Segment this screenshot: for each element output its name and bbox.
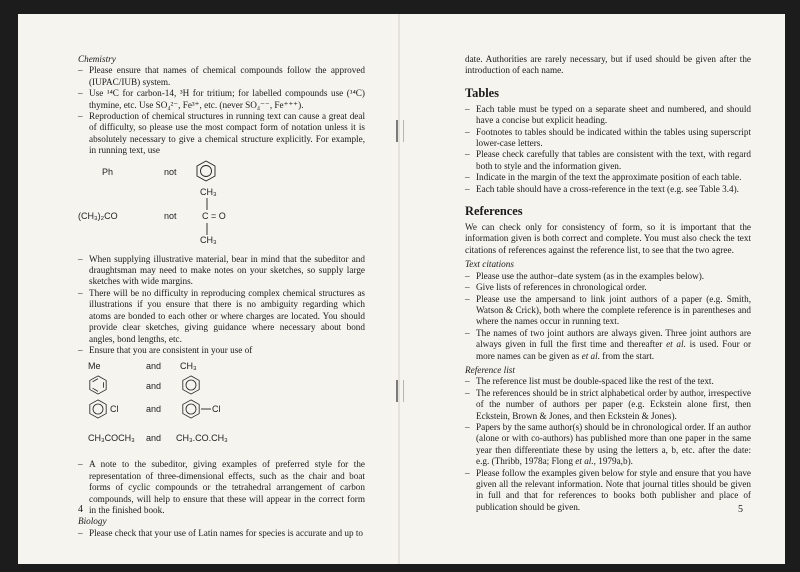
page-number: 4 — [78, 504, 83, 515]
text: The names of two joint authors are always given. Three joint authors are always given in full the first time and thereafter — [476, 327, 751, 350]
bond-line-bottom — [204, 223, 210, 235]
list-item: – Give lists of references in chronological order. — [465, 282, 751, 293]
page-number: 5 — [738, 504, 743, 515]
list-item: – The references should be in strict alphabetical order by author, irrespective of the number of authors per paper (e.g. Eckstein alone first, then Eckstein, Brown & Jones, and then Eckstein & Jones). — [465, 388, 751, 422]
bond-line — [201, 407, 211, 411]
left-column — [78, 54, 365, 539]
references-intro: We can check only for consistency of form, so it is important that the information given is both correct and complete. You must also check the text citations of references against the reference list, to see that the two agree. — [465, 222, 751, 255]
benzene-ring-icon — [181, 399, 201, 419]
et-al: et al. — [575, 456, 594, 467]
book-spread — [18, 14, 785, 564]
list-item: – Each table should have a cross-reference in the text (e.g. see Table 3.4). — [465, 184, 751, 195]
and-label: and — [146, 361, 162, 372]
acetone-formula: (CH₃)₂CO — [78, 210, 118, 221]
methyl-bottom: CH₃ — [200, 234, 217, 245]
tables-heading: Tables — [465, 85, 499, 100]
list-item: – Indicate in the margin of the text the approximate position of each table. — [465, 172, 751, 183]
benzene-ring-icon — [181, 375, 201, 395]
list-item-same-author — [465, 422, 751, 468]
methyl-top: CH₃ — [200, 186, 217, 197]
left-page — [18, 14, 399, 564]
list-item: – Please follow the examples given below for style and ensure that you have given all the relevant information. Note that journal titles should be given in full and that for references to books both publisher and place of publication should be given. — [465, 468, 751, 514]
not-label: not — [164, 210, 177, 221]
chemistry-example-phenyl-acetone — [78, 159, 365, 251]
tables-list — [465, 104, 751, 195]
methyl-abbrev: Me — [88, 361, 101, 372]
list-item: – Please ensure that names of chemical compounds follow the approved (IUPAC/IUB) system. — [78, 65, 365, 88]
text-citations-list — [465, 271, 751, 362]
chemistry-list-2 — [78, 254, 365, 357]
list-item: – When supplying illustrative material, bear in mind that the subeditor and draughtsman may need to make notes on your sketches, so supply large sketches with wide margins. — [78, 254, 365, 288]
list-item: – Please check that your use of Latin names for species is accurate and up to — [78, 528, 365, 539]
phenyl-abbrev: Ph — [102, 166, 114, 177]
not-label: not — [164, 166, 177, 177]
benzene-kekule-icon — [88, 375, 108, 395]
benzene-ring-icon — [88, 399, 108, 419]
list-item: – The reference list must be double-spaced like the rest of the text. — [465, 376, 751, 387]
right-page — [399, 14, 785, 564]
text: , 1979a,b). — [593, 456, 633, 467]
bond-line-top — [204, 198, 210, 210]
methyl-formula: CH₃ — [180, 361, 197, 372]
list-item: – Ensure that you are consistent in your use of — [78, 345, 365, 356]
et-al: et al. — [666, 339, 686, 350]
list-item: – Please use the author–date system (as in the examples below). — [465, 271, 751, 282]
benzene-ring-icon — [195, 160, 217, 182]
list-item: – There will be no difficulty in reproducing complex chemical structures as illustrations if you ensure that there is no ambiguity regarding which atoms are bonded to each other or where charges are located. You should provide clear sketches, giving guidance where necessary about bond angles, bond lengths, etc. — [78, 288, 365, 345]
reference-list — [465, 376, 751, 513]
chemistry-example-notation — [78, 359, 365, 455]
ketone-formula-a: CH₃COCH₃ — [88, 433, 135, 444]
and-label: and — [146, 381, 162, 392]
text: Papers by the same author(s) should be in chronological order. If an author (alone or with co-authors) has published more than one paper in the same year then differentiate these by using the letters a, b, etc. after the date: e.g. (Thribb, 1978a; Flong — [476, 421, 751, 467]
text-citations-heading: Text citations — [465, 259, 514, 270]
text: from the start. — [600, 350, 655, 361]
list-item: – Each table must be typed on a separate sheet and numbered, and should have a concise but explicit heading. — [465, 104, 751, 127]
et-al: et al. — [581, 350, 600, 361]
list-item: – Use ¹⁴C for carbon-14, ³H for tritium; for labelled compounds use (¹⁴C) thymine, etc. Use SO₄²⁻, Fe³⁺, etc. (never SO₄⁻⁻, Fe⁺⁺⁺). — [78, 88, 365, 111]
continued-text: date. Authorities are rarely necessary, but if used should be given after the introduction of each name. — [465, 54, 751, 76]
list-item: – Footnotes to tables should be indicated within the tables using superscript lower-case letters. — [465, 127, 751, 150]
right-column — [465, 54, 751, 513]
chloro-label: Cl — [212, 404, 221, 415]
chemistry-list-3 — [78, 459, 365, 516]
list-item-joint-authors — [465, 328, 751, 362]
biology-heading: Biology — [78, 516, 107, 527]
list-item: – A note to the subeditor, giving examples of preferred style for the representation of three-dimensional effects, such as the chair and boat forms of cyclic compounds or the tetrahedral arrangement of carbon compounds, will help to ensure that these will appear in the correct form in the finished book. — [78, 459, 365, 516]
ketone-formula-b: CH₃.CO.CH₃ — [176, 433, 228, 444]
list-item: – Reproduction of chemical structures in running text can cause a great deal of difficulty, so please use the most compact form of notation unless it is absolutely necessary to give a chemical structure explicitly. For example, in running text, use — [78, 111, 365, 157]
chemistry-list — [78, 65, 365, 156]
carbonyl-group: C = O — [202, 210, 226, 221]
reference-list-heading: Reference list — [465, 364, 515, 375]
references-heading: References — [465, 204, 523, 219]
biology-list — [78, 528, 365, 539]
list-item: – Please use the ampersand to link joint authors of a paper (e.g. Smith, Watson & Crick), both where the complete reference is in parentheses and where the names occur in running text. — [465, 294, 751, 328]
chloro-label: Cl — [110, 404, 119, 415]
chemistry-heading: Chemistry — [78, 54, 116, 64]
and-label: and — [146, 433, 162, 444]
and-label: and — [146, 404, 162, 415]
list-item: – Please check carefully that tables are consistent with the text, with regard both to style and the information given. — [465, 149, 751, 172]
text: is used. Four or more names can be given as — [476, 339, 752, 361]
